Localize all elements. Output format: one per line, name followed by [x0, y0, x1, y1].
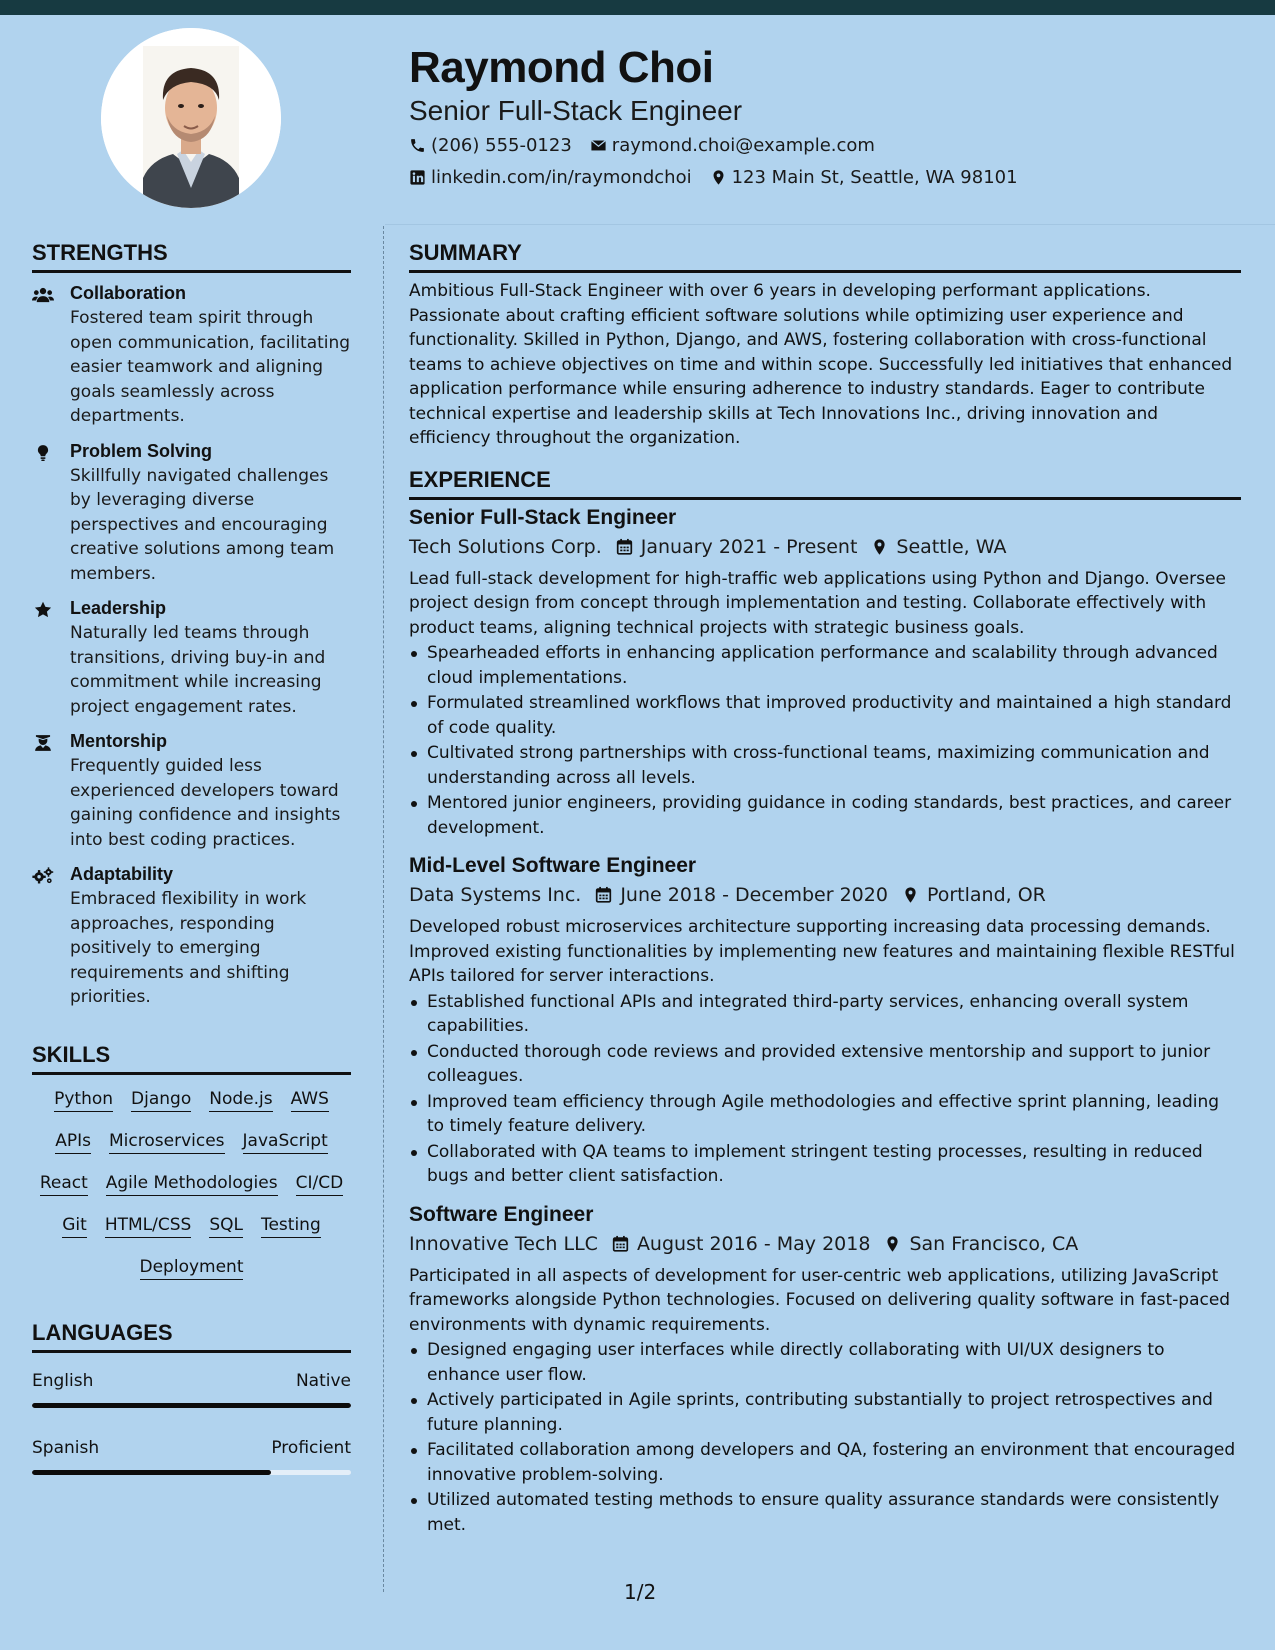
page-number: 1/2: [624, 1580, 657, 1604]
skill-tag: Git: [62, 1215, 87, 1238]
job-company: Data Systems Inc.: [409, 884, 582, 906]
skill-tag: Django: [131, 1089, 191, 1112]
job-bullets: [409, 641, 1241, 840]
language-name: English: [32, 1370, 94, 1391]
contact-address: [710, 167, 1018, 188]
job-bullet: Utilized automated testing methods to ensure quality assurance standards were consistently met.: [409, 1488, 1241, 1537]
star-icon: [32, 600, 54, 620]
strength-item: [32, 731, 351, 852]
language-item: [32, 1438, 351, 1475]
job-bullet: Mentored junior engineers, providing guidance in coding standards, best practices, and career development.: [409, 791, 1241, 840]
strength-title: Mentorship: [70, 731, 167, 751]
job-meta: [409, 1233, 1241, 1255]
job-bullet: Facilitated collaboration among developers and QA, fostering an environment that encouraged innovative problem-solving.: [409, 1438, 1241, 1487]
languages-heading: LANGUAGES: [32, 1320, 351, 1353]
job-description: Developed robust microservices architecture supporting increasing data processing demands. Improved existing functionalities by implementing new features and maintaining flexible RESTful APIs tailored for server interactions.: [409, 917, 1235, 986]
skill-tag: Agile Methodologies: [106, 1173, 278, 1196]
users-icon: [32, 285, 54, 305]
graduate-icon: [32, 733, 54, 753]
address-text: 123 Main St, Seattle, WA 98101: [731, 167, 1018, 188]
skill-tag: Python: [54, 1089, 113, 1112]
phone-icon: [409, 137, 426, 154]
candidate-role: Senior Full-Stack Engineer: [409, 95, 743, 126]
candidate-name: Raymond Choi: [409, 43, 714, 92]
job-description: Participated in all aspects of development for user-centric web applications, utilizing JavaScript frameworks alongside Python technologies. Focused on delivering quality software in fast-paced environments with dynamic requirements.: [409, 1265, 1231, 1335]
profile-photo: [101, 28, 281, 208]
skill-tag: Node.js: [209, 1089, 272, 1112]
skill-tag: JavaScript: [243, 1131, 328, 1154]
job-meta: [409, 884, 1241, 906]
contact-phone[interactable]: [409, 135, 572, 156]
job-bullet: Formulated streamlined workflows that improved productivity and maintained a high standard of code quality.: [409, 691, 1241, 740]
language-level: Proficient: [271, 1437, 351, 1458]
column-divider: [383, 226, 384, 1592]
strength-desc: Fostered team spirit through open communication, facilitating easier teamwork and aligning goals seamlessly across departments.: [70, 308, 351, 426]
job-dates: June 2018 - December 2020: [620, 884, 888, 906]
header-rule: [385, 224, 1275, 225]
location-pin-icon: [871, 538, 888, 556]
language-name: Spanish: [32, 1437, 100, 1458]
contact-linkedin[interactable]: [409, 167, 692, 188]
summary-heading: SUMMARY: [409, 240, 1241, 273]
job-entry: [409, 506, 1241, 841]
skill-tag: React: [40, 1173, 88, 1196]
language-bar-fill: [32, 1470, 271, 1475]
job-meta: [409, 536, 1241, 558]
skill-tag: AWS: [291, 1089, 329, 1112]
job-bullet: Improved team efficiency through Agile methodologies and effective sprint planning, leading to timely feature delivery.: [409, 1090, 1241, 1139]
job-company: Innovative Tech LLC: [409, 1232, 598, 1255]
job-title: Mid-Level Software Engineer: [409, 854, 697, 877]
calendar-icon: [612, 1235, 629, 1253]
phone-text: (206) 555-0123: [431, 135, 572, 156]
strength-title: Adaptability: [70, 864, 174, 884]
language-bar: [32, 1470, 351, 1475]
skill-tag: Microservices: [109, 1131, 225, 1154]
job-description: Lead full-stack development for high-traffic web applications using Python and Django. Oversee project design from concept through implementation and testing. Collaborate effectively with product teams, aligning technical projects with strategic business goals.: [409, 568, 1226, 638]
language-bar: [32, 1403, 351, 1408]
job-bullet: Conducted thorough code reviews and provided extensive mentorship and support to junior colleagues.: [409, 1040, 1241, 1089]
job-dates: January 2021 - Present: [640, 535, 858, 558]
job-dates: August 2016 - May 2018: [636, 1232, 871, 1255]
language-item: [32, 1371, 351, 1408]
right-column: [409, 240, 1241, 1551]
top-bar: [0, 0, 1275, 15]
skill-tag: HTML/CSS: [105, 1215, 192, 1238]
strengths-heading: STRENGTHS: [32, 240, 351, 273]
summary-text: Ambitious Full-Stack Engineer with over 6 years in developing performant applications. Passionate about crafting efficient software solutions while optimizing user experience and functionality. Skilled in Python, Django, and AWS, fostering collaboration with cross-functional teams to achieve objectives on time and within scope. Successfully led initiatives that enhanced application performance while ensuring adherence to industry standards. Eager to contribute technical expertise and leadership skills at Tech Innovations Inc., driving innovation and efficiency throughout the organization.: [409, 281, 1233, 448]
job-company: Tech Solutions Corp.: [409, 535, 602, 558]
job-title: Senior Full-Stack Engineer: [409, 505, 677, 529]
job-bullet: Designed engaging user interfaces while directly collaborating with UI/UX designers to enhance user flow.: [409, 1338, 1241, 1387]
skills-heading: SKILLS: [32, 1042, 351, 1075]
location-pin-icon: [710, 169, 727, 186]
lightbulb-icon: [32, 443, 54, 463]
job-bullet: Spearheaded efforts in enhancing application performance and scalability through advanced cloud implementations.: [409, 641, 1241, 690]
job-location: San Francisco, CA: [909, 1232, 1079, 1255]
job-title: Software Engineer: [409, 1202, 594, 1226]
skill-tag: APIs: [55, 1131, 91, 1154]
strength-item: [32, 441, 351, 587]
experience-heading: EXPERIENCE: [409, 467, 1241, 500]
email-text: raymond.choi@example.com: [611, 135, 875, 156]
skill-tag: Testing: [261, 1215, 321, 1238]
calendar-icon: [616, 538, 633, 556]
language-bar-fill: [32, 1403, 351, 1408]
location-pin-icon: [884, 1235, 901, 1253]
strength-title: Problem Solving: [70, 440, 213, 461]
linkedin-text: linkedin.com/in/raymondchoi: [431, 167, 692, 188]
job-bullet: Established functional APIs and integrated third-party services, enhancing overall system capabilities.: [409, 990, 1241, 1039]
left-column: [32, 240, 351, 1495]
skills-list: [32, 1085, 351, 1280]
envelope-icon: [590, 137, 607, 154]
job-location: Portland, OR: [926, 884, 1046, 906]
strength-desc: Frequently guided less experienced developers toward gaining confidence and insights into best coding practices.: [70, 756, 341, 850]
avatar-portrait: [101, 28, 281, 208]
skill-tag: Deployment: [140, 1257, 244, 1280]
calendar-icon: [595, 886, 612, 904]
strength-title: Leadership: [70, 598, 167, 618]
strength-item: [32, 864, 351, 1010]
location-pin-icon: [902, 886, 919, 904]
strength-title: Collaboration: [70, 283, 186, 303]
job-bullet: Actively participated in Agile sprints, contributing substantially to project retrospectives and future planning.: [409, 1388, 1241, 1437]
language-level: Native: [295, 1370, 351, 1391]
job-location: Seattle, WA: [896, 535, 1007, 558]
gears-icon: [32, 866, 54, 886]
contact-row-1: [409, 135, 875, 156]
strength-desc: Embraced flexibility in work approaches, responding positively to emerging requirements and shifting priorities.: [70, 889, 307, 1007]
strength-item: [32, 283, 351, 429]
skill-tag: CI/CD: [296, 1173, 344, 1196]
job-bullet: Cultivated strong partnerships with cross-functional teams, maximizing communication and understanding across all levels.: [409, 741, 1241, 790]
contact-email[interactable]: [590, 135, 875, 156]
strength-desc: Skillfully navigated challenges by leveraging diverse perspectives and encouraging creative solutions among team members.: [70, 465, 335, 584]
strength-desc: Naturally led teams through transitions, driving buy-in and commitment while increasing project engagement rates.: [70, 623, 326, 717]
job-bullets: [409, 1338, 1241, 1537]
strength-item: [32, 598, 351, 719]
contact-row-2: [409, 167, 1018, 188]
skill-tag: SQL: [209, 1215, 243, 1238]
job-entry: [409, 854, 1241, 1189]
job-bullet: Collaborated with QA teams to implement stringent testing processes, resulting in reduced bugs and better client satisfaction.: [409, 1140, 1241, 1189]
job-bullets: [409, 990, 1241, 1189]
job-entry: [409, 1203, 1241, 1538]
linkedin-icon: [409, 169, 426, 186]
